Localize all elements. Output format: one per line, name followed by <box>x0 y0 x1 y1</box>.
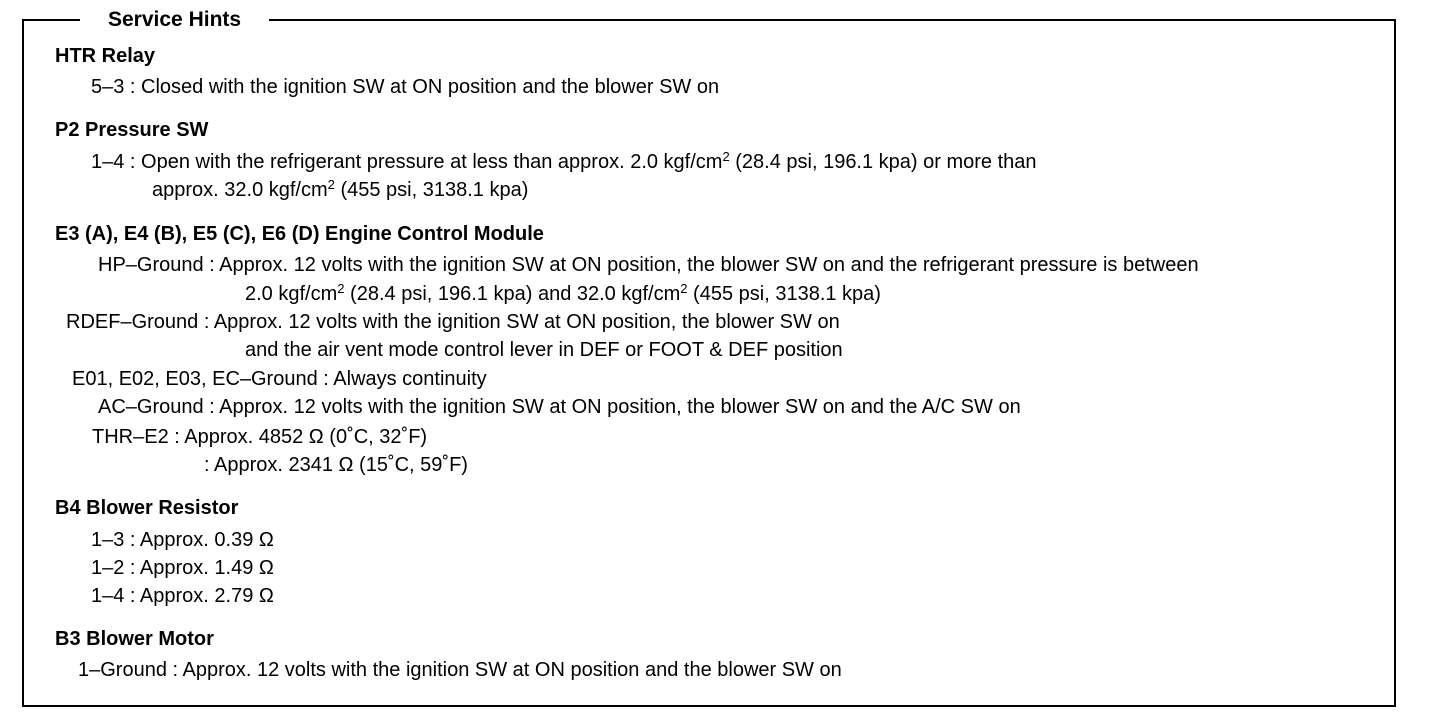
htr-relay-heading: HTR Relay <box>55 45 156 67</box>
service-hints-title: Service Hints <box>80 6 269 34</box>
blower-resistor-line-3: 1–4 : Approx. 2.79 Ω <box>91 585 274 607</box>
blower-resistor-heading: B4 Blower Resistor <box>55 497 239 519</box>
ecm-heading: E3 (A), E4 (B), E5 (C), E6 (D) Engine Control Module <box>55 223 544 245</box>
ecm-thr-e2-line-1: THR–E2 : Approx. 4852 Ω (0˚C, 32˚F) <box>92 426 428 448</box>
blower-motor-line: 1–Ground : Approx. 12 volts with the ignition SW at ON position and the blower SW on <box>78 659 842 681</box>
ecm-rdef-ground-line-2: and the air vent mode control lever in DEF or FOOT & DEF position <box>245 339 843 361</box>
blower-resistor-line-2: 1–2 : Approx. 1.49 Ω <box>91 557 274 579</box>
pressure-sw-line-1: 1–4 : Open with the refrigerant pressure at less than approx. 2.0 kgf/$cm^2$ (28.4 psi, 196.1 kpa) or more than <box>91 149 1037 173</box>
ecm-thr-e2-line-2: : Approx. 2341 Ω (15˚C, 59˚F) <box>204 454 468 476</box>
ecm-rdef-ground-line-1: RDEF–Ground : Approx. 12 volts with the ignition SW at ON position, the blower SW on <box>66 311 840 333</box>
ecm-hp-ground-line-1: HP–Ground : Approx. 12 volts with the ignition SW at ON position, the blower SW on and the refrigerant pressure is between <box>98 254 1199 276</box>
pressure-sw-line-2: approx. 32.0 kgf/$cm^2$ (455 psi, 3138.1 kpa) <box>152 177 529 201</box>
blower-motor-heading: B3 Blower Motor <box>55 628 214 650</box>
ecm-e01-ground-line: E01, E02, E03, EC–Ground : Always continuity <box>72 368 487 390</box>
blower-resistor-line-1: 1–3 : Approx. 0.39 Ω <box>91 529 274 551</box>
pressure-sw-heading: P2 Pressure SW <box>55 119 209 141</box>
ecm-hp-ground-line-2: 2.0 kgf/$cm^2$ (28.4 psi, 196.1 kpa) and 32.0 kgf/$cm^2$ (455 psi, 3138.1 kpa) <box>245 281 881 305</box>
ecm-ac-ground-line: AC–Ground : Approx. 12 volts with the ignition SW at ON position, the blower SW on and the A/C SW on <box>98 396 1021 418</box>
htr-relay-line: 5–3 : Closed with the ignition SW at ON position and the blower SW on <box>91 76 720 98</box>
